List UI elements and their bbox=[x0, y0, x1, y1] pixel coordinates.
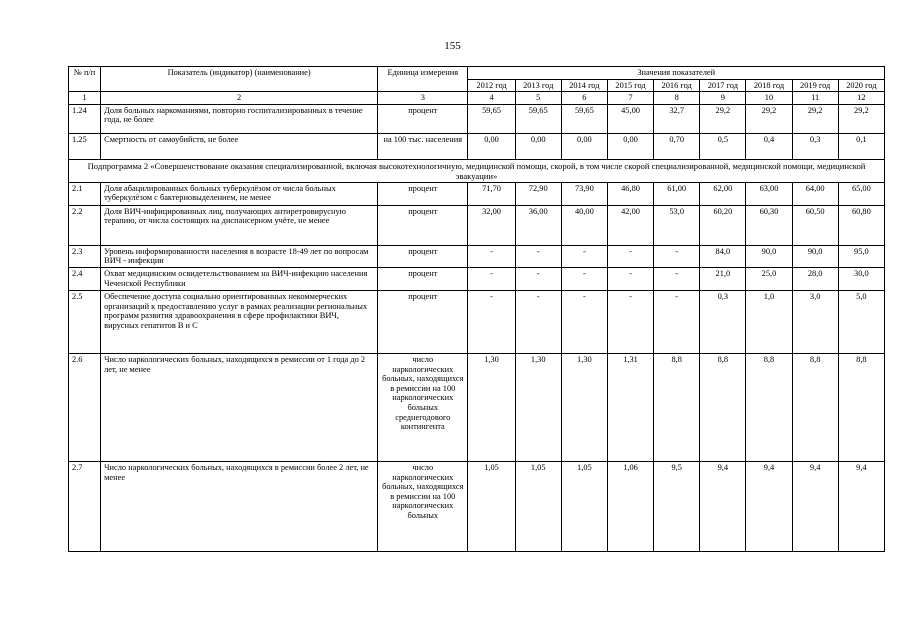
row-indicator: Число наркологических больных, находящихся в ремиссии более 2 лет, не менее bbox=[101, 461, 378, 551]
row-unit: процент bbox=[378, 182, 468, 205]
row-value: 8,8 bbox=[838, 353, 884, 461]
row-value: - bbox=[515, 245, 561, 267]
row-value: 61,00 bbox=[654, 182, 700, 205]
year-header: 2016 год bbox=[654, 79, 700, 92]
row-value: 60,50 bbox=[792, 205, 838, 245]
row-value: 9,4 bbox=[700, 461, 746, 551]
row-value: 0,00 bbox=[607, 133, 653, 159]
year-header: 2018 год bbox=[746, 79, 792, 92]
row-value: 0,00 bbox=[515, 133, 561, 159]
subprogram-title: Подпрограмма 2 «Совершенствование оказания специализированной, включая высокотехнологичную, медицинской помощи, скорой, в том числе скорой специализированной, медицинской помощи, медицинской эвакуации» bbox=[69, 159, 885, 182]
row-indicator: Доля ВИЧ-инфицированных лиц, получающих антиретровирусную терапию, от числа состоящих на диспансерном учёте, не менее bbox=[101, 205, 378, 245]
row-value: 59,65 bbox=[561, 104, 607, 133]
row-value: - bbox=[468, 245, 515, 267]
row-value: 8,8 bbox=[700, 353, 746, 461]
header-unit: Единица измерения bbox=[378, 67, 468, 92]
year-header: 2014 год bbox=[561, 79, 607, 92]
row-value: - bbox=[515, 267, 561, 290]
row-indicator: Доля больных наркоманиями, повторно госпитализированных в течение года, не более bbox=[101, 104, 378, 133]
row-value: 1,30 bbox=[561, 353, 607, 461]
row-number: 2.6 bbox=[69, 353, 101, 461]
row-value: 59,65 bbox=[515, 104, 561, 133]
row-value: 29,2 bbox=[792, 104, 838, 133]
row-value: 64,00 bbox=[792, 182, 838, 205]
row-number: 2.1 bbox=[69, 182, 101, 205]
year-header: 2020 год bbox=[838, 79, 884, 92]
row-value: 1,06 bbox=[607, 461, 653, 551]
row-value: 1,05 bbox=[468, 461, 515, 551]
column-number: 8 bbox=[654, 92, 700, 105]
row-value: 1,05 bbox=[515, 461, 561, 551]
row-value: 71,70 bbox=[468, 182, 515, 205]
row-unit: число наркологических больных, находящихся в ремиссии на 100 наркологических больных среднегодового контингента bbox=[378, 353, 468, 461]
column-number: 1 bbox=[69, 92, 101, 105]
table-row bbox=[69, 267, 885, 290]
table-row bbox=[69, 104, 885, 133]
row-value: - bbox=[654, 245, 700, 267]
page-number: 155 bbox=[444, 40, 461, 52]
row-value: 60,80 bbox=[838, 205, 884, 245]
row-unit: процент bbox=[378, 290, 468, 353]
row-indicator: Обеспечение доступа социально ориентированных некоммерческих организаций к предоставлению услуг в рамках реализации региональных программ развития здравоохранения в сфере профилактики ВИЧ, вирусных гепатитов В и С bbox=[101, 290, 378, 353]
row-value: 0,00 bbox=[468, 133, 515, 159]
row-value: 60,30 bbox=[746, 205, 792, 245]
column-number: 10 bbox=[746, 92, 792, 105]
row-value: - bbox=[468, 267, 515, 290]
column-number: 6 bbox=[561, 92, 607, 105]
table-row bbox=[69, 205, 885, 245]
row-value: 0,4 bbox=[746, 133, 792, 159]
row-indicator: Охват медицинским освидетельствованием на ВИЧ-инфекцию населения Чеченской Республики bbox=[101, 267, 378, 290]
row-value: 60,20 bbox=[700, 205, 746, 245]
row-value: 46,80 bbox=[607, 182, 653, 205]
row-value: 9,5 bbox=[654, 461, 700, 551]
row-value: 0,5 bbox=[700, 133, 746, 159]
header-row bbox=[69, 67, 885, 80]
row-value: 21,0 bbox=[700, 267, 746, 290]
column-number: 2 bbox=[101, 92, 378, 105]
row-value: - bbox=[654, 290, 700, 353]
column-number: 7 bbox=[607, 92, 653, 105]
row-value: 32,7 bbox=[654, 104, 700, 133]
row-number: 1.24 bbox=[69, 104, 101, 133]
row-value: 9,4 bbox=[792, 461, 838, 551]
column-number: 9 bbox=[700, 92, 746, 105]
row-unit: процент bbox=[378, 205, 468, 245]
row-number: 2.2 bbox=[69, 205, 101, 245]
table-row bbox=[69, 133, 885, 159]
row-value: 9,4 bbox=[838, 461, 884, 551]
row-value: 8,8 bbox=[792, 353, 838, 461]
row-value: 84,0 bbox=[700, 245, 746, 267]
row-value: 62,00 bbox=[700, 182, 746, 205]
row-value: 30,0 bbox=[838, 267, 884, 290]
column-number: 4 bbox=[468, 92, 515, 105]
row-indicator: Доля абацилированных больных туберкулёзом от числа больных туберкулёзом с бактериовыделением, не менее bbox=[101, 182, 378, 205]
table-row bbox=[69, 290, 885, 353]
row-unit: процент bbox=[378, 104, 468, 133]
row-value: 8,8 bbox=[654, 353, 700, 461]
row-value: - bbox=[515, 290, 561, 353]
column-number: 3 bbox=[378, 92, 468, 105]
row-number: 2.5 bbox=[69, 290, 101, 353]
year-header: 2017 год bbox=[700, 79, 746, 92]
row-value: 1,31 bbox=[607, 353, 653, 461]
row-value: - bbox=[607, 290, 653, 353]
column-numbers-row bbox=[69, 92, 885, 105]
row-value: 90,0 bbox=[792, 245, 838, 267]
row-value: 1,0 bbox=[746, 290, 792, 353]
row-value: 42,00 bbox=[607, 205, 653, 245]
row-value: - bbox=[468, 290, 515, 353]
row-value: 28,0 bbox=[792, 267, 838, 290]
row-number: 2.4 bbox=[69, 267, 101, 290]
header-num: № п/п bbox=[69, 67, 101, 92]
row-value: 8,8 bbox=[746, 353, 792, 461]
row-value: 0,00 bbox=[561, 133, 607, 159]
row-value: - bbox=[654, 267, 700, 290]
table-row bbox=[69, 461, 885, 551]
row-value: 95,0 bbox=[838, 245, 884, 267]
row-value: 65,00 bbox=[838, 182, 884, 205]
row-indicator: Смертность от самоубийств, не более bbox=[101, 133, 378, 159]
row-value: - bbox=[561, 290, 607, 353]
row-value: 0,3 bbox=[792, 133, 838, 159]
header-indicator: Показатель (индикатор) (наименование) bbox=[101, 67, 378, 92]
row-value: 59,65 bbox=[468, 104, 515, 133]
table-row bbox=[69, 182, 885, 205]
row-value: 0,70 bbox=[654, 133, 700, 159]
row-unit: число наркологических больных, находящихся в ремиссии на 100 наркологических больных bbox=[378, 461, 468, 551]
row-value: 45,00 bbox=[607, 104, 653, 133]
indicators-table bbox=[68, 66, 885, 552]
row-unit: процент bbox=[378, 267, 468, 290]
row-value: 40,00 bbox=[561, 205, 607, 245]
row-value: 9,4 bbox=[746, 461, 792, 551]
table-row bbox=[69, 245, 885, 267]
column-number: 11 bbox=[792, 92, 838, 105]
row-value: 72,90 bbox=[515, 182, 561, 205]
row-indicator: Уровень информированности населения в возрасте 18-49 лет по вопросам ВИЧ - инфекции bbox=[101, 245, 378, 267]
row-value: - bbox=[607, 245, 653, 267]
row-value: 1,30 bbox=[515, 353, 561, 461]
row-value: 53,0 bbox=[654, 205, 700, 245]
row-value: - bbox=[561, 245, 607, 267]
subprogram-row bbox=[69, 159, 885, 182]
header-values: Значения показателей bbox=[468, 67, 885, 80]
row-value: 25,0 bbox=[746, 267, 792, 290]
row-number: 2.7 bbox=[69, 461, 101, 551]
row-value: 0,1 bbox=[838, 133, 884, 159]
row-value: 90,0 bbox=[746, 245, 792, 267]
row-value: 0,3 bbox=[700, 290, 746, 353]
year-header: 2012 год bbox=[468, 79, 515, 92]
row-value: 63,00 bbox=[746, 182, 792, 205]
row-unit: на 100 тыс. населения bbox=[378, 133, 468, 159]
row-value: 1,05 bbox=[561, 461, 607, 551]
row-value: 5,0 bbox=[838, 290, 884, 353]
year-header: 2015 год bbox=[607, 79, 653, 92]
row-number: 1.25 bbox=[69, 133, 101, 159]
row-value: 36,00 bbox=[515, 205, 561, 245]
row-unit: процент bbox=[378, 245, 468, 267]
year-header: 2013 год bbox=[515, 79, 561, 92]
column-number: 12 bbox=[838, 92, 884, 105]
row-number: 2.3 bbox=[69, 245, 101, 267]
row-value: 29,2 bbox=[838, 104, 884, 133]
row-value: - bbox=[561, 267, 607, 290]
column-number: 5 bbox=[515, 92, 561, 105]
row-value: - bbox=[607, 267, 653, 290]
row-value: 3,0 bbox=[792, 290, 838, 353]
row-value: 1,30 bbox=[468, 353, 515, 461]
table-row bbox=[69, 353, 885, 461]
row-value: 32,00 bbox=[468, 205, 515, 245]
row-indicator: Число наркологических больных, находящихся в ремиссии от 1 года до 2 лет, не менее bbox=[101, 353, 378, 461]
row-value: 29,2 bbox=[700, 104, 746, 133]
year-header: 2019 год bbox=[792, 79, 838, 92]
row-value: 29,2 bbox=[746, 104, 792, 133]
row-value: 73,90 bbox=[561, 182, 607, 205]
